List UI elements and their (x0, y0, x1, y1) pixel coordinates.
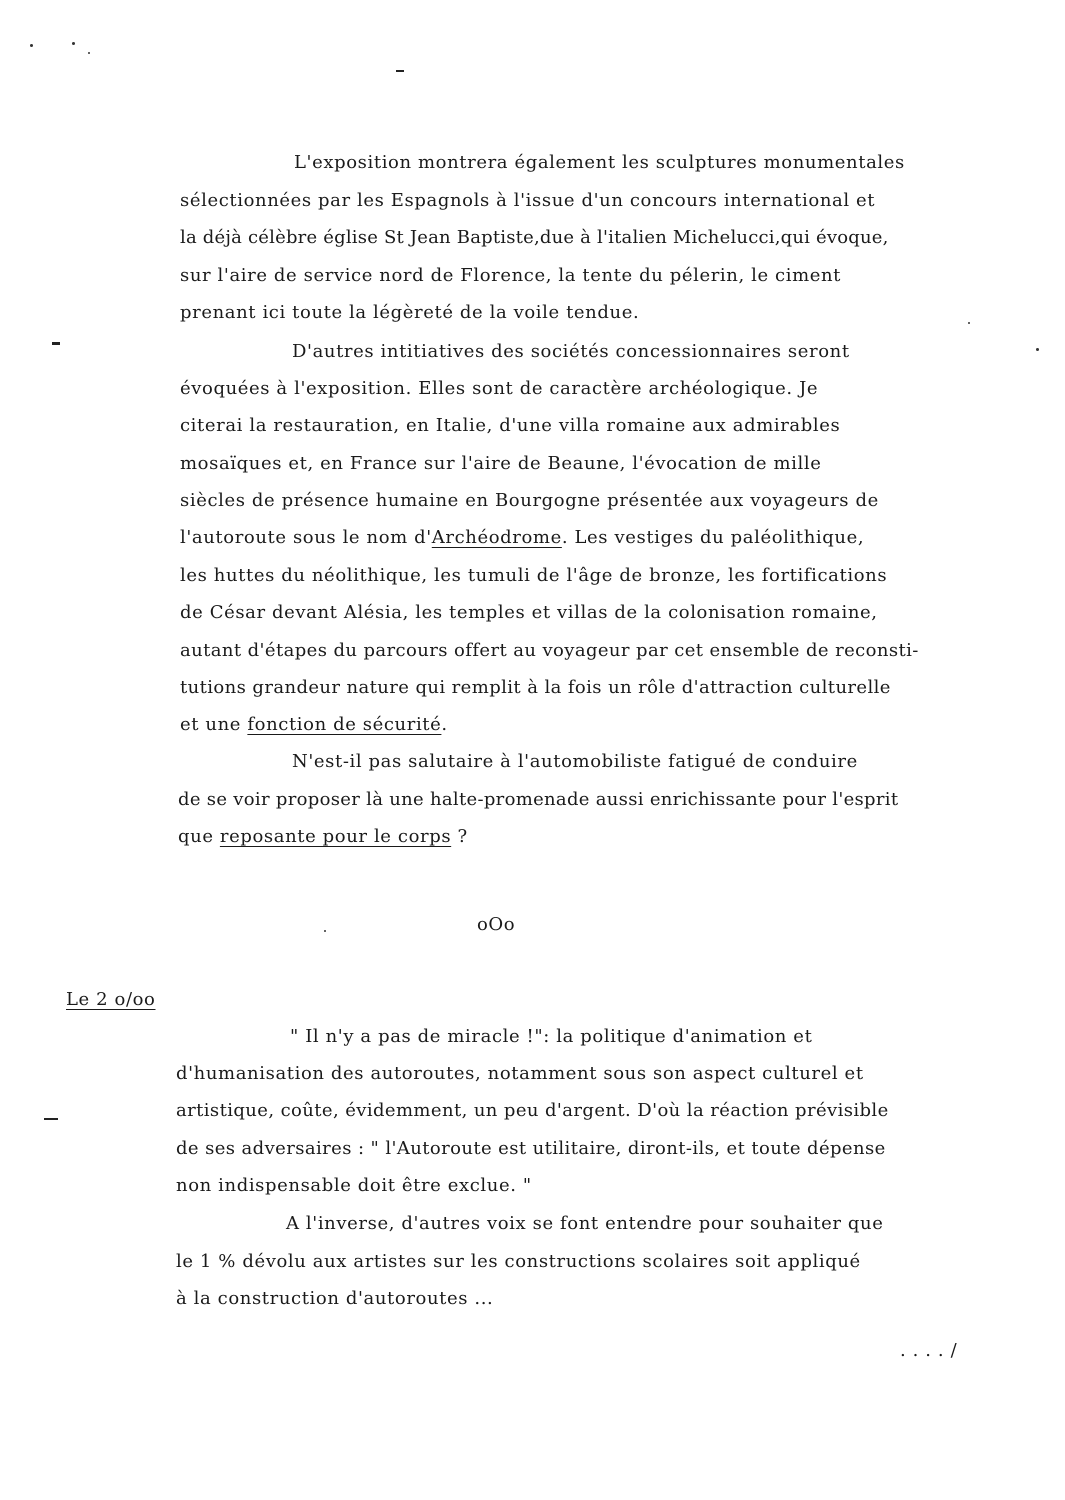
paragraph-2-line: citerai la restauration, en Italie, d'une villa romaine aux admirables (180, 415, 841, 436)
paragraph-4-line: " Il n'y a pas de miracle !": la politique d'animation et (290, 1026, 813, 1047)
paragraph-5-line: à la construction d'autoroutes ... (176, 1288, 494, 1309)
paragraph-1-line: sur l'aire de service nord de Florence, la tente du pélerin, le ciment (180, 265, 842, 286)
paragraph-2-line: autant d'étapes du parcours offert au voyageur par cet ensemble de reconsti- (180, 640, 919, 661)
paragraph-5-line: A l'inverse, d'autres voix se font entendre pour souhaiter que (286, 1213, 884, 1234)
section-heading: Le 2 o/oo (66, 989, 156, 1010)
scan-speck (30, 44, 33, 47)
scan-dash (44, 1118, 58, 1120)
underlined-term-fonction-de-securite: fonction de sécurité (247, 714, 442, 735)
paragraph-1-line: la déjà célèbre église St Jean Baptiste,due à l'italien Michelucci,qui évoque, (180, 227, 889, 248)
scan-dash (52, 342, 60, 345)
scan-speck (968, 322, 970, 324)
scan-dash (396, 70, 404, 72)
underlined-term-reposante: reposante pour le corps (219, 826, 452, 847)
paragraph-3-line (178, 826, 468, 848)
paragraph-5-line: le 1 % dévolu aux artistes sur les constructions scolaires soit appliqué (176, 1251, 861, 1272)
paragraph-2-line: siècles de présence humaine en Bourgogne présentée aux voyageurs de (180, 490, 879, 511)
scan-speck (88, 52, 90, 54)
paragraph-2-line: mosaïques et, en France sur l'aire de Beaune, l'évocation de mille (180, 453, 822, 474)
paragraph-2-line: les huttes du néolithique, les tumuli de l'âge de bronze, les fortifications (180, 565, 888, 586)
paragraph-2-line (180, 527, 864, 549)
paragraph-3-line: N'est-il pas salutaire à l'automobiliste fatigué de conduire (292, 751, 858, 772)
line-text: l'autoroute sous le nom d' (180, 527, 432, 548)
paragraph-2-line: D'autres intitiatives des sociétés concessionnaires seront (292, 341, 850, 362)
line-text: . Les vestiges du paléolithique, (561, 527, 865, 548)
paragraph-3-line: de se voir proposer là une halte-promenade aussi enrichissante pour l'esprit (178, 789, 899, 810)
paragraph-2-line: évoquées à l'exposition. Elles sont de caractère archéologique. Je (180, 378, 819, 399)
scan-speck (324, 930, 326, 932)
paragraph-2-line: tutions grandeur nature qui remplit à la fois un rôle d'attraction culturelle (180, 677, 891, 698)
paragraph-1-line: sélectionnées par les Espagnols à l'issue d'un concours international et (180, 190, 876, 211)
paragraph-1-line: prenant ici toute la légèreté de la voile tendue. (180, 302, 640, 323)
paragraph-4-line: de ses adversaires : " l'Autoroute est utilitaire, diront-ils, et toute dépense (176, 1138, 886, 1159)
section-separator: oOo (477, 914, 516, 935)
scan-speck (72, 42, 75, 45)
line-text: que (178, 826, 220, 847)
scan-speck (1036, 348, 1039, 351)
line-text: . (441, 714, 448, 735)
line-text: et une (180, 714, 248, 735)
paragraph-4-line: non indispensable doit être exclue. " (176, 1175, 532, 1196)
paragraph-1-line: L'exposition montrera également les sculptures monumentales (294, 152, 905, 173)
paragraph-4-line: d'humanisation des autoroutes, notamment sous son aspect culturel et (176, 1063, 864, 1084)
paragraph-2-line: de César devant Alésia, les temples et villas de la colonisation romaine, (180, 602, 878, 623)
paragraph-2-line (180, 714, 448, 736)
line-text: ? (451, 826, 468, 847)
underlined-term-archeodrome: Archéodrome (431, 527, 562, 548)
continuation-mark: . . . . / (900, 1340, 958, 1361)
paragraph-4-line: artistique, coûte, évidemment, un peu d'argent. D'où la réaction prévisible (176, 1100, 889, 1121)
